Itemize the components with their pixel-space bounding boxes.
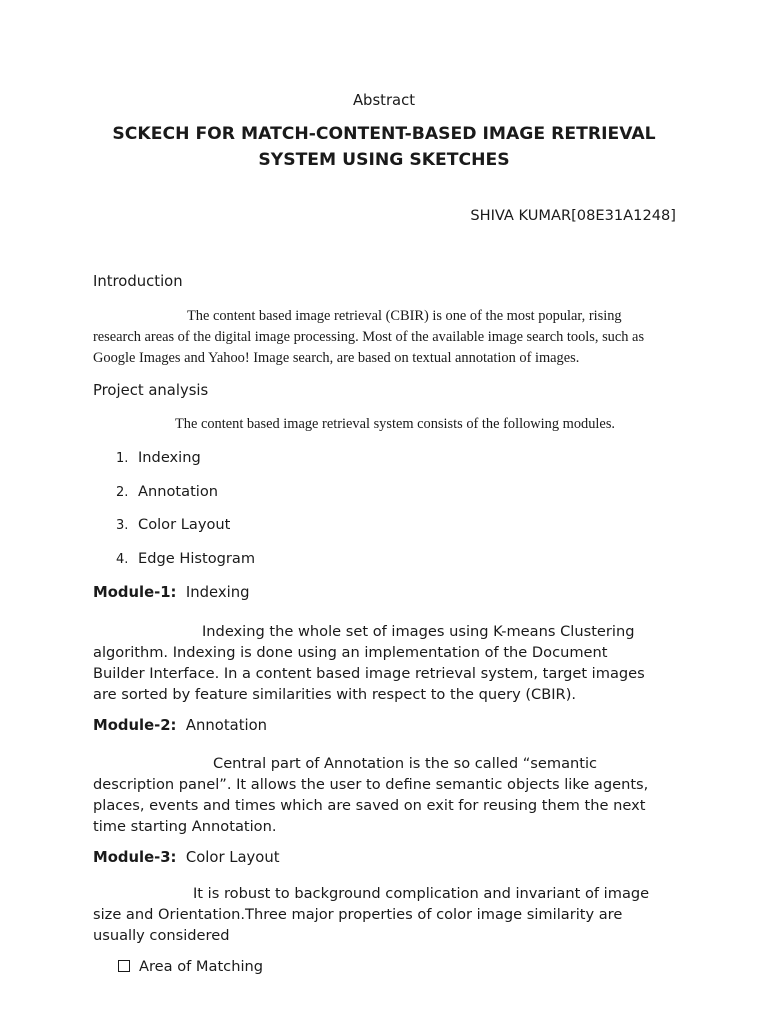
module-1-text-line: Indexing the whole set of images using K-means Clustering <box>202 623 635 640</box>
module-3-heading <box>93 849 280 866</box>
list-item-label: Indexing <box>138 449 201 466</box>
module-3-text-line: size and Orientation.Three major properties of color image similarity are <box>93 906 623 923</box>
bullet-label: Area of Matching <box>139 958 264 975</box>
module-1-heading <box>93 584 250 601</box>
module-2-label: Module-2: <box>93 717 177 734</box>
bullet-item <box>118 958 263 975</box>
introduction-line: research areas of the digital image processing. Most of the available image search tools, such as <box>93 329 645 345</box>
checkbox-bullet-icon <box>118 960 130 972</box>
introduction-line: The content based image retrieval (CBIR) is one of the most popular, rising <box>187 308 622 324</box>
module-1-name: Indexing <box>185 584 250 601</box>
module-2-text-line: description panel”. It allows the user to define semantic objects like agents, <box>93 776 649 793</box>
module-2-heading <box>93 717 267 734</box>
document-title-line-1: SCKECH FOR MATCH-CONTENT-BASED IMAGE RETRIEVAL <box>112 124 656 144</box>
list-item-number: 2. <box>116 485 129 500</box>
list-item-label: Color Layout <box>138 516 231 533</box>
module-3-label: Module-3: <box>93 849 177 866</box>
list-item <box>116 550 255 567</box>
list-item-label: Annotation <box>138 483 219 500</box>
list-item <box>116 483 218 500</box>
module-1-text-line: algorithm. Indexing is done using an implementation of the Document <box>93 644 608 661</box>
introduction-line: Google Images and Yahoo! Image search, are based on textual annotation of images. <box>93 350 580 366</box>
introduction-heading: Introduction <box>93 273 183 290</box>
module-3-text-line: usually considered <box>93 927 230 944</box>
module-2-text-line: Central part of Annotation is the so called “semantic <box>213 755 598 772</box>
author-name: SHIVA KUMAR[08E31A1248] <box>470 207 676 224</box>
abstract-label: Abstract <box>352 92 416 109</box>
list-item <box>116 449 201 466</box>
document-title-line-2: SYSTEM USING SKETCHES <box>258 150 510 170</box>
module-3-name: Color Layout <box>185 849 280 866</box>
list-item-number: 1. <box>116 451 129 466</box>
list-item-label: Edge Histogram <box>138 550 256 567</box>
module-1-text-line: Builder Interface. In a content based image retrieval system, target images <box>93 665 645 682</box>
module-2-name: Annotation <box>185 717 268 734</box>
module-2-text-line: places, events and times which are saved on exit for reusing them the next <box>93 797 646 814</box>
module-3-text-line: It is robust to background complication and invariant of image <box>193 885 650 902</box>
module-1-text-line: are sorted by feature similarities with respect to the query (CBIR). <box>93 686 577 703</box>
list-item-number: 4. <box>116 552 129 567</box>
list-item-number: 3. <box>116 518 129 533</box>
project-analysis-intro: The content based image retrieval system consists of the following modules. <box>175 416 616 432</box>
module-1-label: Module-1: <box>93 584 177 601</box>
list-item <box>116 516 230 533</box>
project-analysis-heading: Project analysis <box>93 382 209 399</box>
module-2-text-line: time starting Annotation. <box>93 818 277 835</box>
